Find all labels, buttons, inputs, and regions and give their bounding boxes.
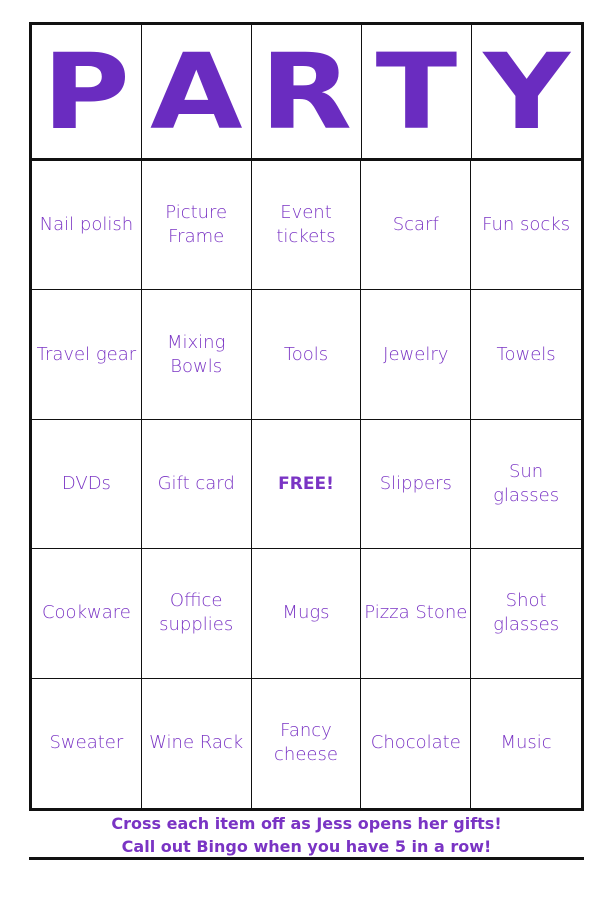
bingo-square[interactable]: Nail polish (32, 161, 142, 290)
bingo-grid (32, 161, 581, 808)
instruction-line-1: Cross each item off as Jess opens her gifts! (111, 814, 502, 833)
bingo-square[interactable]: Pizza Stone (361, 549, 471, 678)
instructions (29, 811, 584, 858)
bingo-square[interactable]: Tools (252, 290, 362, 419)
header-letter: P (42, 30, 131, 153)
bingo-square[interactable]: Wine Rack (142, 679, 252, 808)
bingo-square[interactable]: Shot glasses (471, 549, 581, 678)
header-letter: R (260, 30, 353, 153)
header-letter: Y (483, 30, 570, 153)
bingo-square[interactable]: Mixing Bowls (142, 290, 252, 419)
bingo-square[interactable]: Music (500, 732, 552, 754)
header-cell-r (252, 25, 362, 158)
header-cell-t (362, 25, 472, 158)
bingo-square[interactable]: Travel gear (32, 290, 142, 419)
header-cell-p (32, 25, 142, 158)
footer-divider (29, 857, 584, 860)
bingo-square[interactable]: Towels (471, 290, 581, 419)
bingo-square[interactable]: DVDs (32, 420, 142, 549)
instruction-line-2: Call out Bingo when you have 5 in a row! (121, 837, 492, 856)
bingo-square[interactable]: Fancy cheese (252, 679, 362, 808)
bingo-square[interactable]: Cookware (32, 549, 142, 678)
free-square[interactable]: FREE! (252, 420, 362, 549)
bingo-square[interactable]: Fun socks (471, 161, 581, 290)
header-cell-a (142, 25, 252, 158)
party-header (32, 25, 581, 161)
header-letter: A (150, 30, 243, 153)
bingo-square[interactable]: Office supplies (142, 549, 252, 678)
bingo-square[interactable]: Sweater (32, 679, 142, 808)
bingo-square[interactable]: Sun glasses (471, 420, 581, 549)
bingo-square[interactable]: Jewelry (361, 290, 471, 419)
bingo-square[interactable]: Picture Frame (142, 161, 252, 290)
bingo-square[interactable]: Slippers (361, 420, 471, 549)
bingo-square[interactable]: Chocolate (361, 679, 471, 808)
bingo-square[interactable]: Mugs (252, 549, 362, 678)
bingo-card (29, 22, 584, 811)
header-cell-y (472, 25, 581, 158)
bingo-square[interactable]: Gift card (142, 420, 252, 549)
bingo-square[interactable]: Scarf (361, 161, 471, 290)
header-letter: T (375, 30, 458, 153)
bingo-square[interactable]: Event tickets (252, 161, 362, 290)
